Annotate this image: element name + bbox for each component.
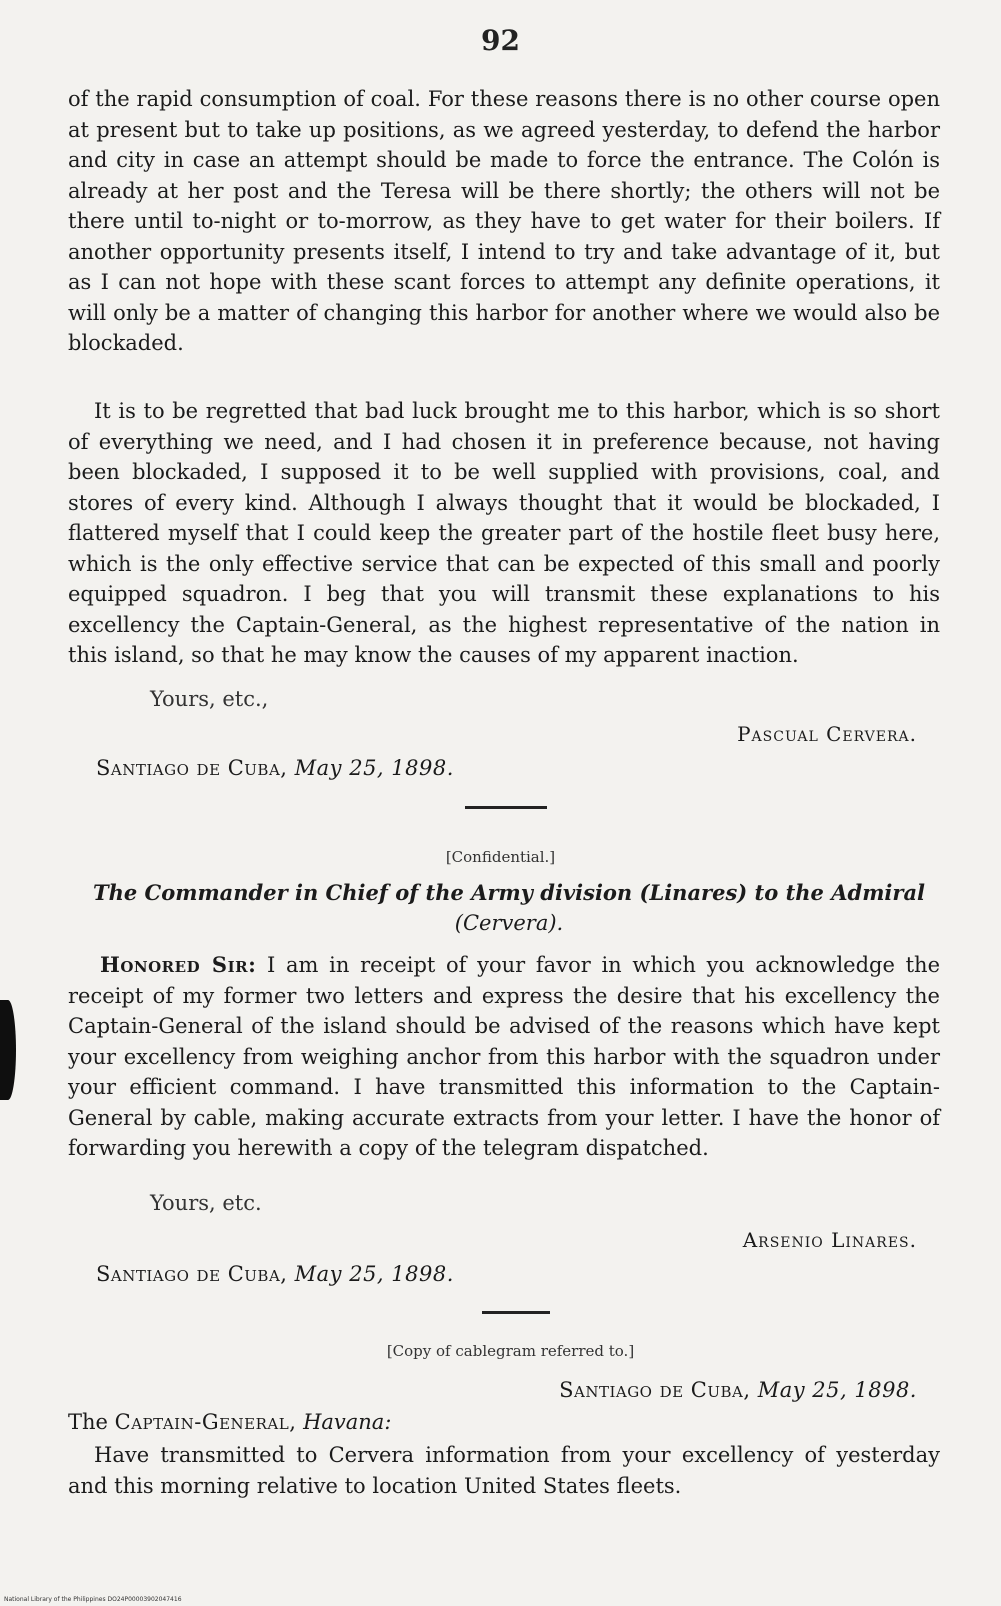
salutation: Honored Sir: xyxy=(100,952,257,977)
cablegram-note: [Copy of cablegram referred to.] xyxy=(386,1342,635,1360)
confidential-note: [Confidential.] xyxy=(445,848,556,866)
paragraph-3-body: I am in receipt of your favor in which you acknowledge the receipt of my former two letters and express the desire that his excellency the Captain-General of the island should be advised of the reasons which have kept your excellency from weighing anchor from this harbor with the squadron under your efficient command. I have transmitted this information to the Captain-General by cable, making accurate extracts from your letter. I have the honor of forwarding you herewith a copy of the telegram dispatched. xyxy=(68,953,940,1160)
heading-sub: (Cervera). xyxy=(454,911,564,935)
divider-rule-2 xyxy=(482,1311,550,1314)
paragraph-4: Have transmitted to Cervera information from your excellency of yesterday and this morning relative to location United States fleets. xyxy=(68,1443,940,1498)
closing-2: Yours, etc. xyxy=(150,1191,262,1215)
dateline-3-place: Santiago de Cuba, xyxy=(559,1378,751,1402)
dateline-3 xyxy=(559,1378,917,1402)
addressee-prefix: The xyxy=(68,1410,108,1434)
paragraph-1: of the rapid consumption of coal. For these reasons there is no other course open at present but to take up positions, as we agreed yesterday, to defend the harbor and city in case an attempt should be made to force the entrance. The Colón is already at her post and the Teresa will be there shortly; the others will not be there until to-night or to-morrow, as they have to get water for their boilers. If another opportunity presents itself, I intend to try and take advantage of it, but as I can not hope with these scant forces to attempt any definite operations, it will only be a matter of changing this harbor for another where we would also be blockaded. xyxy=(68,87,940,355)
addressee xyxy=(68,1410,391,1434)
dateline-3-date: May 25, 1898. xyxy=(757,1378,917,1402)
paragraph-2: It is to be regretted that bad luck brought me to this harbor, which is so short of everything we need, and I had chosen it in preference because, not having been blockaded, I supposed it to be well supplied with provisions, coal, and stores of every kind. Although I always thought that it would be blockaded, I flattered myself that I could keep the greater part of the hostile fleet busy here, which is the only effective service that can be expected of this small and poorly equipped squadron. I beg that you will transmit these explanations to his excellency the Captain-General, as the highest representative of the nation in this island, so that he may know the causes of my apparent inaction. xyxy=(68,399,940,667)
addressee-name: Captain-General, xyxy=(114,1410,297,1434)
dateline-2 xyxy=(96,1262,454,1286)
dateline-1-date: May 25, 1898. xyxy=(294,756,454,780)
dateline-1 xyxy=(96,756,454,780)
page-number: 92 xyxy=(481,24,520,57)
paragraph-3 xyxy=(68,950,940,1164)
footer-credit: National Library of the Philippines DO24P00003902047416 xyxy=(4,1596,182,1603)
closing-1: Yours, etc., xyxy=(150,687,269,711)
letter-heading xyxy=(78,878,940,938)
heading-main: The Commander in Chief of the Army division (Linares) to the Admiral xyxy=(92,880,926,905)
dateline-1-place: Santiago de Cuba, xyxy=(96,756,288,780)
dateline-2-date: May 25, 1898. xyxy=(294,1262,454,1286)
dateline-2-place: Santiago de Cuba, xyxy=(96,1262,288,1286)
signature-linares: Arsenio Linares. xyxy=(742,1228,917,1252)
binding-shadow-mark xyxy=(0,1000,16,1100)
divider-rule-1 xyxy=(465,806,547,809)
addressee-city: Havana: xyxy=(303,1410,392,1434)
signature-cervera: Pascual Cervera. xyxy=(737,722,917,746)
